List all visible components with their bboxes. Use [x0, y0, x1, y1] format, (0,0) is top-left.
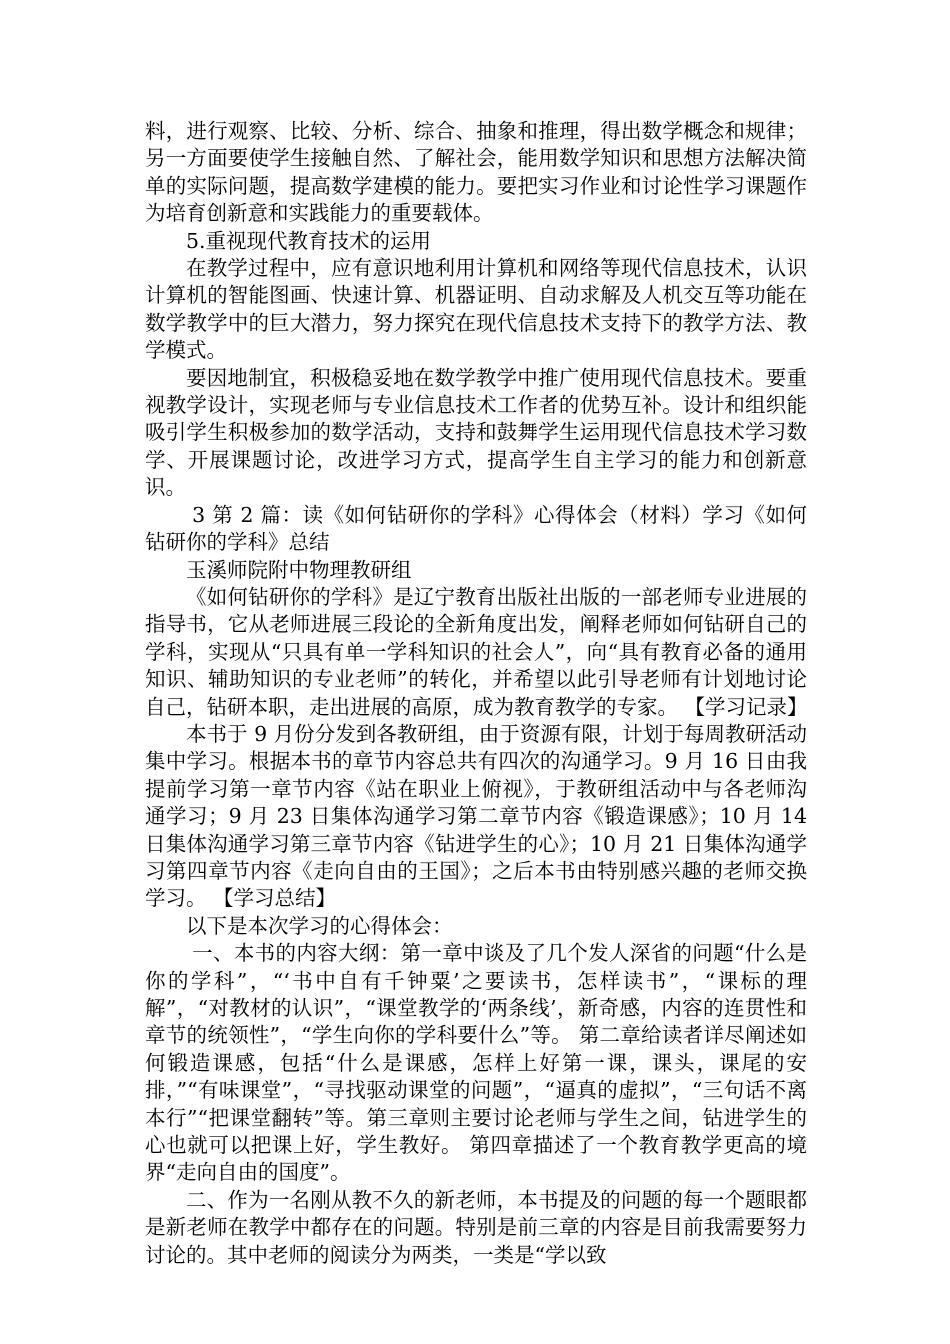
paragraph-study-record: 本书于 9 月份分发到各教研组，由于资源有限，计划于每周教研活动集中学习。根据本书的章节内容总共有四次的沟通学习。9 月 16 日由我提前学习第一章节内容《站在职业上俯视》，于教研组活动中与各老师沟通学习；9 月 23 日集体沟通学习第二章节内容《锻造课感》；10 月 14 日集体沟通学习第三章节内容《钻进学生的心》；10 月 21 日集体沟通学习第四章节内容《走向自由的王国》；之后本书由特别感兴趣的老师交换学习。 【学习总结】	[145, 721, 807, 911]
paragraph-summary-intro: 以下是本次学习的心得体会：	[186, 913, 453, 938]
paragraph-reflection: 二、作为一名刚从教不久的新老师，本书提及的问题的每一个题眼都是新老师在教学中都存在的问题。特别是前三章的内容是目前我需要努力讨论的。其中老师的阅读分为两类，一类是“学以致	[145, 1187, 807, 1267]
document-page	[145, 118, 807, 1269]
paragraph-local-adaptation: 要因地制宜，积极稳妥地在数学教学中推广使用现代信息技术。要重视教学设计，实现老师与专业信息技术工作者的优势互补。设计和组织能吸引学生积极参加的数学活动，支持和鼓舞学生运用现代信息技术学习数学、开展课题讨论，改进学习方式，提高学生自主学习的能力和创新意识。	[145, 365, 807, 500]
paragraph-tech-usage: 在教学过程中，应有意识地利用计算机和网络等现代信息技术，认识计算机的智能图画、快速计算、机器证明、自动求解及人机交互等功能在数学教学中的巨大潜力，努力探究在现代信息技术支持下的教学方法、教学模式。	[145, 256, 807, 363]
paragraph-outline: 一、本书的内容大纲：第一章中谈及了几个发人深省的问题“什么是你的学科”，“‘书中自有千钟粟’之要读书，怎样读书”，“课标的理解”，“对教材的认识”，“课堂教学的‘两条线’，新奇感，内容的连贯性和章节的统领性”，“学生向你的学科要什么”等。 第二章给读者详尽阐述如何锻造课感，包括“什么是课感，怎样上好第一课，课头，课尾的安排，”“有味课堂”，“寻找驱动课堂的问题”，“逼真的虚拟”，“三句话不离本行”“把课堂翻转”等。第三章则主要讨论老师与学生之间，钻进学生的心也就可以把课上好，学生教好。 第四章描述了一个教育教学更高的境界“走向自由的国度”。	[145, 941, 807, 1185]
paragraph-book-intro: 《如何钻研你的学科》是辽宁教育出版社出版的一部老师专业进展的指导书，它从老师进展三段论的全新角度出发，阐释老师如何钻研自己的学科，实现从“只具有单一学科知识的社会人”，向“具有教育必备的通用知识、辅助知识的专业老师”的转化，并希望以此引导老师有计划地讨论自己，钻研本职，走出进展的高原，成为教育教学的专家。 【学习记录】	[145, 584, 808, 719]
section-heading-5: 5.重视现代教育技术的运用	[186, 228, 432, 253]
paragraph-continuation: 料，进行观察、比较、分析、综合、抽象和推理，得出数学概念和规律；另一方面要使学生接触自然、了解社会，能用数学知识和思想方法解决简单的实际问题，提高数学建模的能力。要把实习作业和讨论性学习课题作为培育创新意和实践能力的重要载体。	[145, 119, 807, 226]
article-title: 3 第 2 篇：读《如何钻研你的学科》心得体会（材料）学习《如何钻研你的学科》总结	[145, 502, 807, 555]
author-group: 玉溪师院附中物理教研组	[186, 557, 412, 582]
